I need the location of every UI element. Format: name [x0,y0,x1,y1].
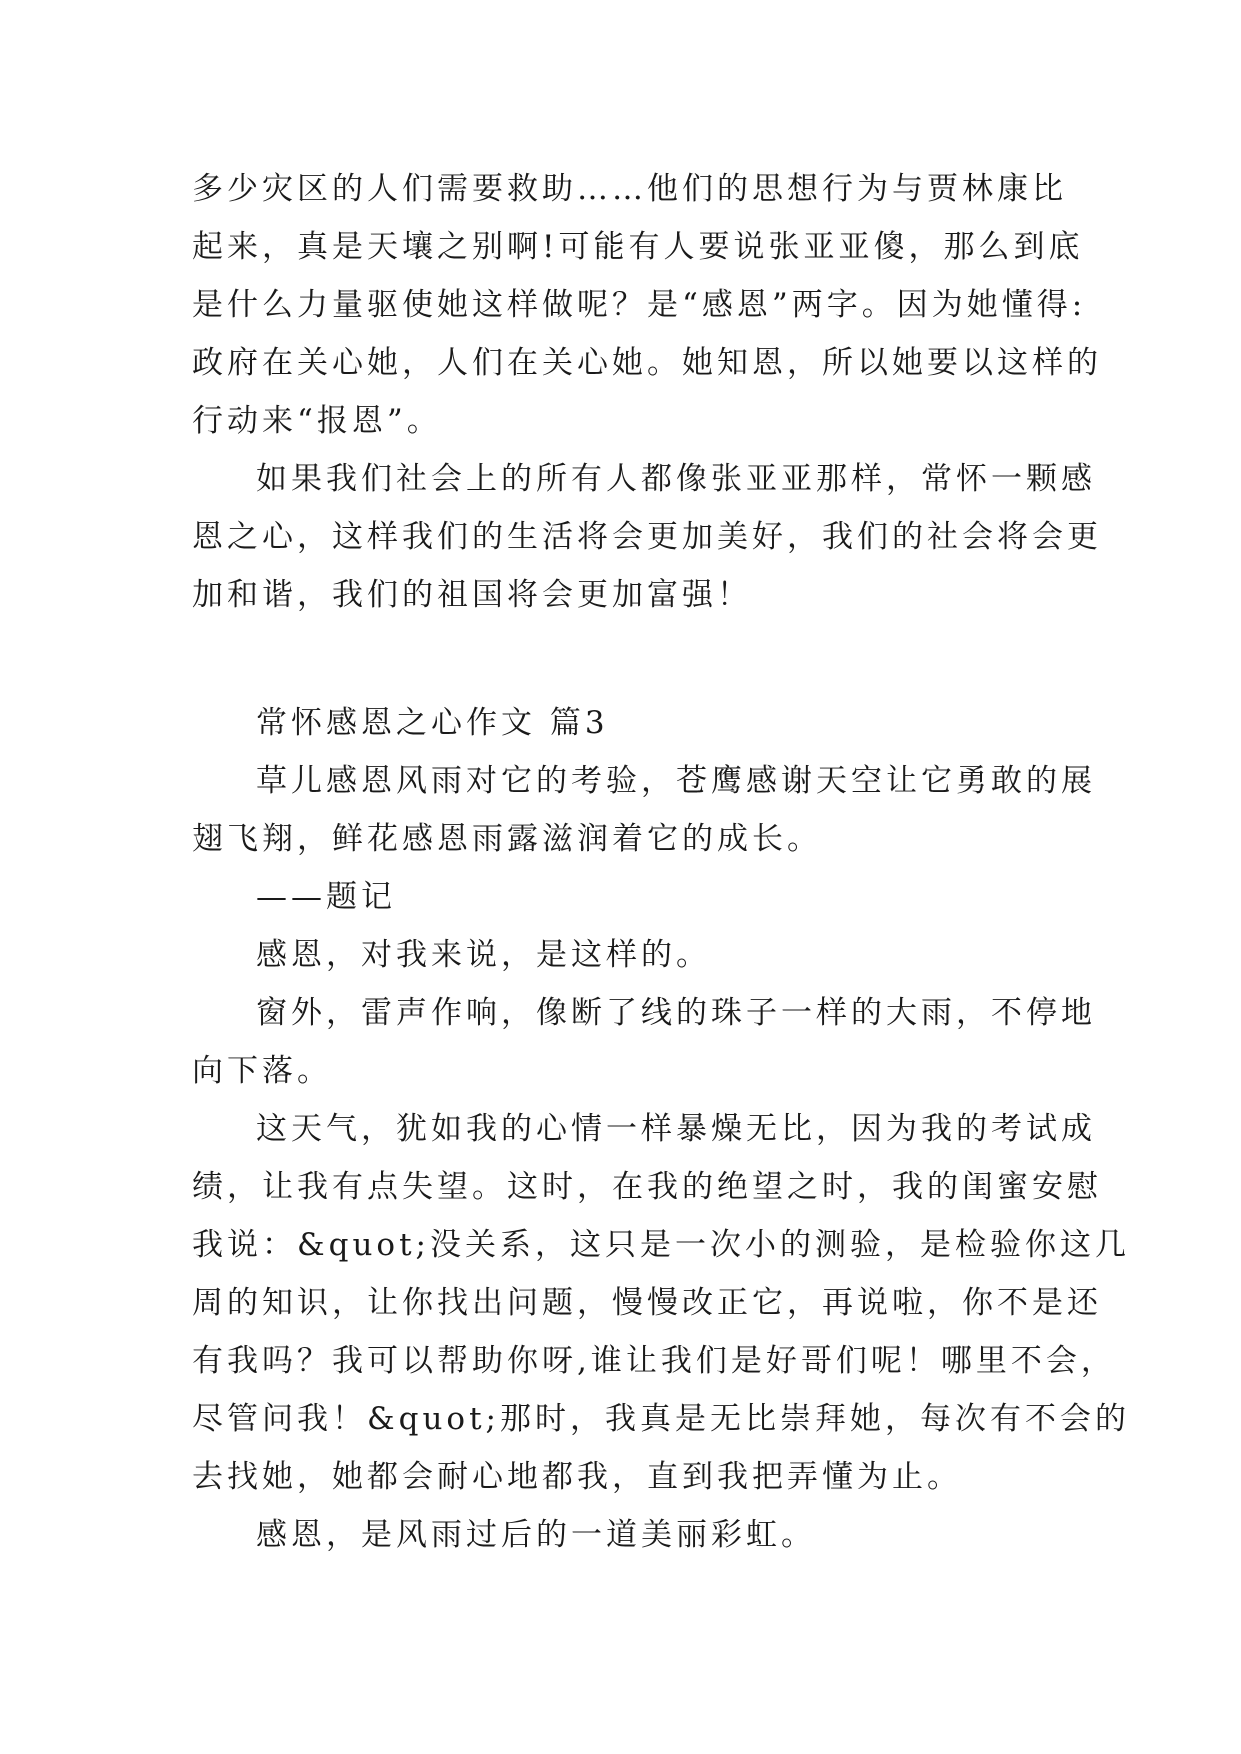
inscription-text: ——题记 [256,879,396,915]
text-line: 去找她，她都会耐心地都我，直到我把弄懂为止。 [192,1459,962,1495]
text-line: 恩之心，这样我们的生活将会更加美好，我们的社会将会更 [192,519,1102,555]
text-line: 草儿感恩风雨对它的考验，苍鹰感谢天空让它勇敢的展 [256,763,1096,799]
text-line: 窗外，雷声作响，像断了线的珠子一样的大雨，不停地 [256,995,1096,1031]
text-line: 周的知识，让你找出问题，慢慢改正它，再说啦，你不是还 [192,1285,1102,1321]
inscription [192,868,1072,926]
paragraph-conclusion [192,450,1102,624]
text-line: 感恩，是风雨过后的一道美丽彩虹。 [256,1517,816,1553]
text-line: 这天气，犹如我的心情一样暴燥无比，因为我的考试成 [256,1111,1096,1147]
text-line: 绩，让我有点失望。这时，在我的绝望之时，我的闺蜜安慰 [192,1169,1102,1205]
heading-text: 常怀感恩之心作文 篇3 [256,705,609,741]
text-line: 多少灾区的人们需要救助……他们的思想行为与贾林康比 [192,171,1067,207]
paragraph-continued [192,160,1102,450]
text-line: 翅飞翔，鲜花感恩雨露滋润着它的成长。 [192,821,822,857]
text-line: 有我吗？我可以帮助你呀,谁让我们是好哥们呢！哪里不会， [192,1343,1116,1379]
essay-heading [192,694,1072,752]
text-line: 行动来“报恩”。 [192,403,442,439]
text-line: 感恩，对我来说，是这样的。 [256,937,711,973]
paragraph-gratitude-intro [192,926,1072,984]
paragraph-epigraph [192,752,1096,868]
essay-body [192,160,1130,1564]
text-line: 起来，真是天壤之别啊!可能有人要说张亚亚傻，那么到底 [192,229,1084,265]
text-line: 如果我们社会上的所有人都像张亚亚那样，常怀一颗感 [256,461,1096,497]
paragraph-friend [192,1100,1130,1506]
text-line: 尽管问我！&quot;那时，我真是无比崇拜她，每次有不会的 [192,1401,1130,1437]
text-line: 加和谐，我们的祖国将会更加富强！ [192,577,752,613]
paragraph-rain [192,984,1096,1100]
section-gap [192,624,1072,694]
paragraph-rainbow [192,1506,1072,1564]
text-line: 我说：&quot;没关系，这只是一次小的测验，是检验你这几 [192,1227,1130,1263]
text-line: 向下落。 [192,1053,332,1089]
text-line: 是什么力量驱使她这样做呢？是“感恩”两字。因为她懂得: [192,287,1087,323]
text-line: 政府在关心她，人们在关心她。她知恩，所以她要以这样的 [192,345,1102,381]
